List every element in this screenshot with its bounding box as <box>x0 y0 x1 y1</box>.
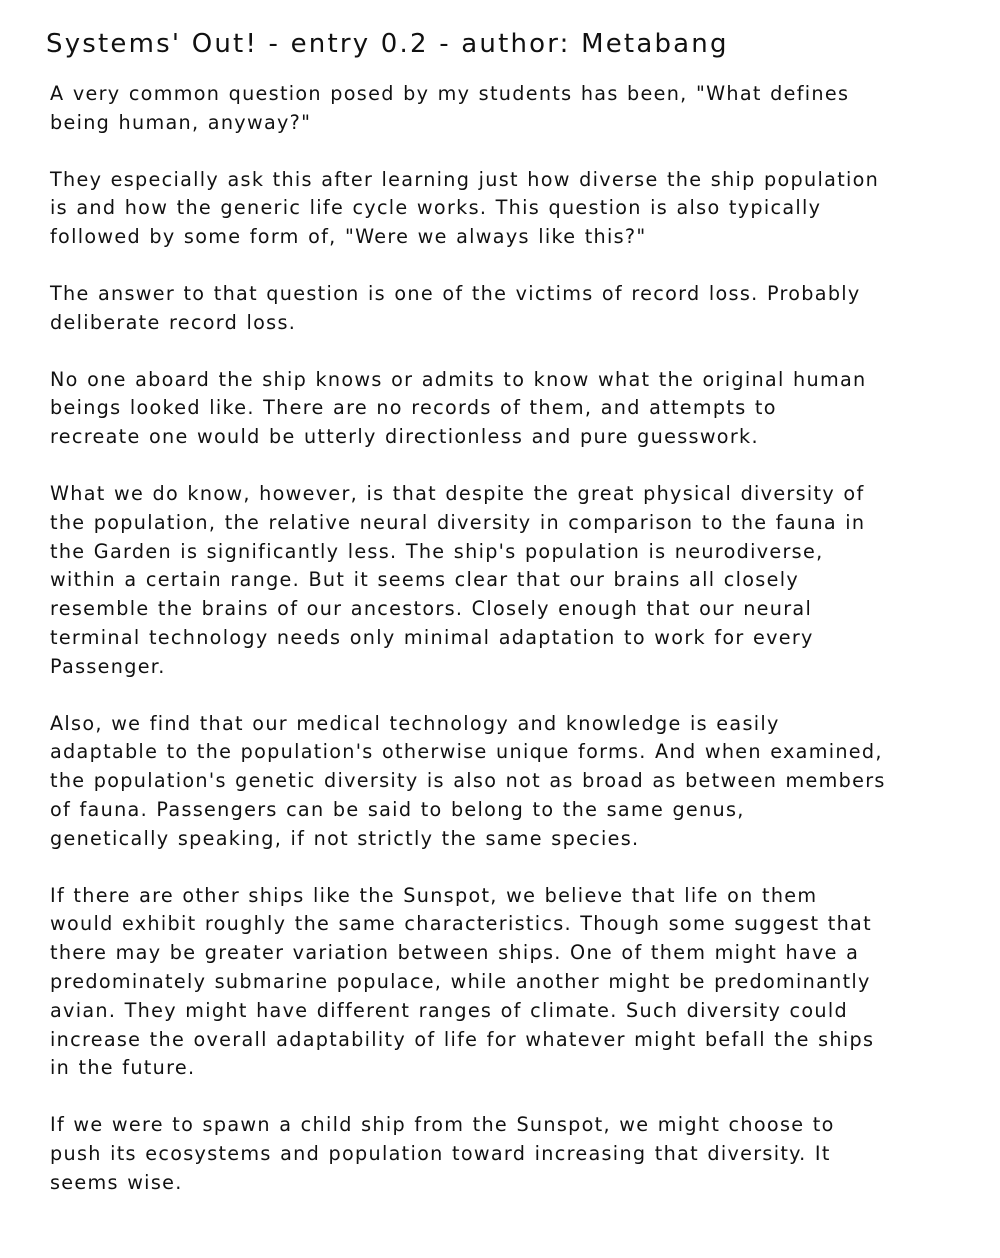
paragraph-4: No one aboard the ship knows or admits to know what the original human beings looked like. There are no records of them, and attempts to recreate one would be utterly directionless and pure guesswork. <box>50 367 867 449</box>
paragraph-1: A very common question posed by my students has been, "What defines being human, anyway?" <box>50 82 850 134</box>
paragraph-7: If there are other ships like the Sunspot, we believe that life on them would exhibit roughly the same characteristics. Though some suggest that there may be greater variation between ships. One of them might have a predominately submarine populace, while another might be predominantly avian. They might have different ranges of climate. Such diversity could increase the overall adaptability of life for whatever might befall the ships in the future. <box>50 883 875 1080</box>
document-body <box>50 80 960 1198</box>
paragraph-2: They especially ask this after learning just how diverse the ship population is and how the generic life cycle works. This question is also typically followed by some form of, "Were we always like this?" <box>50 167 880 249</box>
paragraph-5: What we do know, however, is that despite the great physical diversity of the population, the relative neural diversity in comparison to the fauna in the Garden is significantly less. The ship's population is neurodiverse, within a certain range. But it seems clear that our brains all closely resemble the brains of our ancestors. Closely enough that our neural terminal technology needs only minimal adaptation to work for every Passenger. <box>50 481 866 678</box>
paragraph-8: If we were to spawn a child ship from the Sunspot, we might choose to push its ecosystems and population toward increasing that diversity. It seems wise. <box>50 1113 835 1194</box>
page-title: Systems' Out! - entry 0.2 - author: Metabang <box>46 29 729 59</box>
paragraph-6: Also, we find that our medical technology and knowledge is easily adaptable to the population's otherwise unique forms. And when examined, the population's genetic diversity is also not as broad as between members of fauna. Passengers can be said to belong to the same genus, genetically speaking, if not strictly the same species. <box>50 711 886 850</box>
paragraph-3: The answer to that question is one of the victims of record loss. Probably deliberate record loss. <box>50 281 861 334</box>
